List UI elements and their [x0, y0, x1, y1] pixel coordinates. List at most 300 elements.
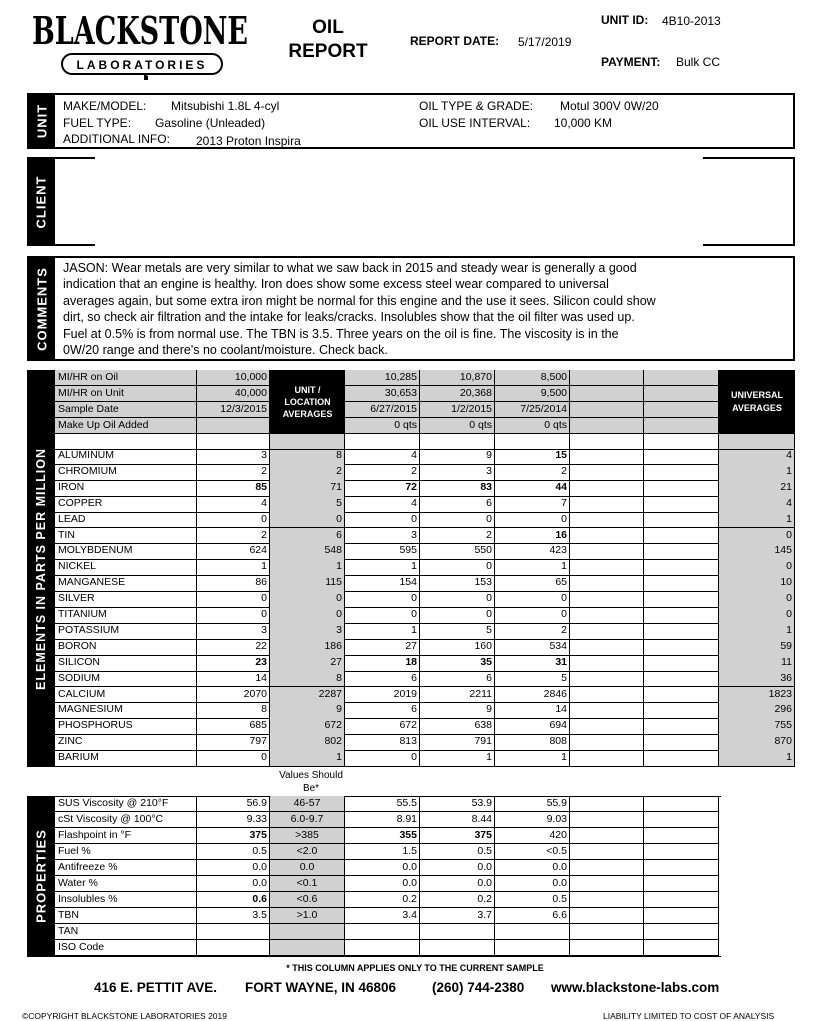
element-value: 85 — [197, 480, 270, 497]
property-empty — [570, 860, 644, 876]
element-empty — [570, 464, 644, 481]
property-value: 8.44 — [420, 812, 495, 828]
element-value: 4 — [345, 448, 420, 465]
element-value: 1 — [270, 750, 345, 767]
element-name: SODIUM — [55, 671, 197, 688]
element-value: 6 — [270, 528, 345, 545]
element-value: 6 — [420, 671, 495, 688]
make-model-value: Mitsubishi 1.8L 4-cyl — [171, 99, 280, 113]
element-value: 797 — [197, 734, 270, 751]
element-value: 0 — [270, 591, 345, 608]
sample-info-label: MI/HR on Unit — [55, 386, 197, 402]
element-value: 2 — [270, 464, 345, 481]
element-value: 8 — [270, 671, 345, 688]
element-empty — [644, 559, 719, 576]
element-empty — [570, 528, 644, 545]
property-value: 55.9 — [495, 796, 570, 812]
element-empty — [644, 750, 719, 767]
element-value: 18 — [345, 655, 420, 672]
element-name: COPPER — [55, 496, 197, 513]
sample-info-value: 10,000 — [197, 370, 270, 386]
element-value: 35 — [420, 655, 495, 672]
element-value: 86 — [197, 575, 270, 592]
element-value: 71 — [270, 480, 345, 497]
property-value: 0.6 — [197, 892, 270, 908]
comment-line: JASON: Wear metals are very similar to what we saw back in 2015 and steady wear is generally a good — [63, 261, 637, 275]
property-value: 420 — [495, 828, 570, 844]
additional-info-label: ADDITIONAL INFO: — [63, 132, 170, 146]
comment-line: Fuel at 0.5% is from normal use. The TBN is 3.5. Three years on the oil is fine. The viscosity is in the — [63, 326, 619, 341]
sample-info-empty — [570, 402, 644, 418]
sample-info-value: 0 qts — [495, 418, 570, 434]
fuel-type-value: Gasoline (Unleaded) — [155, 116, 266, 130]
property-name: TAN — [55, 924, 197, 940]
property-value: 355 — [345, 828, 420, 844]
sample-info-label: Make Up Oil Added — [55, 418, 197, 434]
element-value: 0 — [495, 607, 570, 624]
sample-info-value: 0 qts — [345, 418, 420, 434]
element-name: TIN — [55, 528, 197, 545]
element-value: 1 — [197, 559, 270, 576]
element-value: 0 — [197, 512, 270, 529]
sample-info-value: 9,500 — [495, 386, 570, 402]
element-name: POTASSIUM — [55, 623, 197, 640]
report-date-value: 5/17/2019 — [518, 35, 572, 49]
comments-sidebar — [29, 258, 55, 359]
element-value: 1 — [495, 750, 570, 767]
element-empty — [570, 543, 644, 560]
element-value: 672 — [345, 718, 420, 735]
element-name: NICKEL — [55, 559, 197, 576]
property-value: 375 — [420, 828, 495, 844]
element-value: 550 — [420, 543, 495, 560]
element-universal: 59 — [719, 639, 795, 656]
element-value: 8 — [197, 702, 270, 719]
property-value: 375 — [197, 828, 270, 844]
unit-section — [27, 93, 795, 149]
element-empty — [570, 655, 644, 672]
sample-info-empty — [570, 418, 644, 434]
element-value: 2070 — [197, 687, 270, 704]
property-value: 46-57 — [270, 796, 345, 812]
client-section — [27, 157, 795, 246]
element-empty — [644, 702, 719, 719]
element-empty — [644, 591, 719, 608]
footer-website[interactable]: www.blackstone-labs.com — [551, 980, 720, 995]
element-value: 0 — [495, 591, 570, 608]
logo-wordmark: BLACKSTONE — [32, 8, 248, 53]
property-value: 0.0 — [495, 876, 570, 892]
elements-sidebar — [27, 370, 55, 767]
element-value: 534 — [495, 639, 570, 656]
element-empty — [570, 512, 644, 529]
element-empty — [644, 687, 719, 704]
property-value: <0.1 — [270, 876, 345, 892]
unit-section-label: UNIT — [34, 103, 50, 139]
footer-phone: (260) 744-2380 — [432, 980, 525, 995]
element-empty — [570, 575, 644, 592]
property-value — [270, 924, 345, 940]
comment-line: averages again, but some extra iron might be normal for this engine and the use it sees. Silicon could show — [63, 293, 656, 308]
property-value — [197, 924, 270, 940]
property-value: 0.0 — [420, 860, 495, 876]
element-name: ALUMINUM — [55, 448, 197, 465]
element-universal: 1823 — [719, 687, 795, 704]
element-value: 0 — [270, 607, 345, 624]
element-value: 27 — [270, 655, 345, 672]
sample-info-empty — [570, 386, 644, 402]
element-value: 0 — [420, 559, 495, 576]
element-empty — [644, 464, 719, 481]
element-empty — [570, 559, 644, 576]
element-name: BARIUM — [55, 750, 197, 767]
sample-info-value: 10,285 — [345, 370, 420, 386]
element-value: 2211 — [420, 687, 495, 704]
element-value: 2 — [495, 623, 570, 640]
sample-info-empty — [644, 370, 719, 386]
payment-value: Bulk CC — [676, 55, 721, 69]
element-empty — [644, 575, 719, 592]
element-value: 83 — [420, 480, 495, 497]
element-value: 154 — [345, 575, 420, 592]
property-value: 1.5 — [345, 844, 420, 860]
sample-info-value: 20,368 — [420, 386, 495, 402]
property-value: 3.5 — [197, 908, 270, 924]
property-name: Fuel % — [55, 844, 197, 860]
element-value: 0 — [420, 512, 495, 529]
element-value: 153 — [420, 575, 495, 592]
element-value: 802 — [270, 734, 345, 751]
element-empty — [570, 480, 644, 497]
element-universal: 1 — [719, 512, 795, 529]
element-universal: 10 — [719, 575, 795, 592]
property-value: 3.7 — [420, 908, 495, 924]
sample-info-empty — [644, 402, 719, 418]
liability-notice: LIABILITY LIMITED TO COST OF ANALYSIS — [603, 1011, 775, 1021]
element-universal: 4 — [719, 496, 795, 513]
element-empty — [644, 480, 719, 497]
element-value: 0 — [345, 591, 420, 608]
element-value: 14 — [495, 702, 570, 719]
footer-city: FORT WAYNE, IN 46806 — [245, 980, 397, 995]
element-value: 9 — [420, 702, 495, 719]
element-universal: 755 — [719, 718, 795, 735]
property-name: Flashpoint in °F — [55, 828, 197, 844]
element-empty — [570, 591, 644, 608]
universal-averages-header: UNIVERSAL AVERAGES — [719, 370, 795, 434]
property-empty — [570, 940, 644, 956]
oil-interval-label: OIL USE INTERVAL: — [419, 116, 531, 130]
element-value: 22 — [197, 639, 270, 656]
element-empty — [570, 687, 644, 704]
property-empty — [644, 940, 719, 956]
element-value: 0 — [270, 512, 345, 529]
payment-label: PAYMENT: — [601, 55, 661, 69]
element-universal: 4 — [719, 448, 795, 465]
property-value: 9.33 — [197, 812, 270, 828]
unit-id-label: UNIT ID: — [601, 13, 649, 27]
client-bracket-right — [703, 157, 795, 246]
report-title-line1: OIL — [312, 17, 344, 38]
element-value: 7 — [495, 496, 570, 513]
property-value: 0.0 — [270, 860, 345, 876]
property-name: Insolubles % — [55, 892, 197, 908]
element-universal: 0 — [719, 528, 795, 545]
element-name: TITANIUM — [55, 607, 197, 624]
element-universal: 1 — [719, 464, 795, 481]
element-value: 1 — [495, 559, 570, 576]
element-value: 5 — [420, 623, 495, 640]
property-value — [197, 940, 270, 956]
element-value: 5 — [495, 671, 570, 688]
element-name: MANGANESE — [55, 575, 197, 592]
element-value: 14 — [197, 671, 270, 688]
element-empty — [644, 623, 719, 640]
comment-line: dirt, so check air filtration and the intake for leaks/cracks. Insolubles show that the oil filter was used up. — [63, 310, 635, 325]
element-value: 5 — [270, 496, 345, 513]
oil-interval-value: 10,000 KM — [554, 116, 613, 130]
sample-info-value: 30,653 — [345, 386, 420, 402]
property-value: 6.0-9.7 — [270, 812, 345, 828]
property-empty — [570, 796, 644, 812]
element-name: PHOSPHORUS — [55, 718, 197, 735]
element-value: 2019 — [345, 687, 420, 704]
element-value: 44 — [495, 480, 570, 497]
property-value: 0.0 — [197, 860, 270, 876]
element-value: 0 — [197, 591, 270, 608]
sample-info-empty — [644, 418, 719, 434]
element-universal: 0 — [719, 607, 795, 624]
element-value: 3 — [197, 623, 270, 640]
element-value: 0 — [420, 607, 495, 624]
element-value: 1 — [345, 623, 420, 640]
report-date-label: REPORT DATE: — [410, 34, 500, 48]
property-value: 9.03 — [495, 812, 570, 828]
property-value: 6.6 — [495, 908, 570, 924]
property-value: 0.2 — [345, 892, 420, 908]
sample-info-value: 8,500 — [495, 370, 570, 386]
element-value: 694 — [495, 718, 570, 735]
property-name: ISO Code — [55, 940, 197, 956]
element-value: 72 — [345, 480, 420, 497]
property-empty — [570, 828, 644, 844]
element-value: 27 — [345, 639, 420, 656]
element-value: 0 — [345, 607, 420, 624]
property-empty — [570, 812, 644, 828]
element-value: 2 — [420, 528, 495, 545]
element-value: 2287 — [270, 687, 345, 704]
element-empty — [570, 639, 644, 656]
property-empty — [570, 892, 644, 908]
element-name: CALCIUM — [55, 687, 197, 704]
element-value: 1 — [420, 750, 495, 767]
location-averages-header: UNIT / LOCATION AVERAGES — [270, 370, 345, 434]
property-empty — [644, 812, 719, 828]
element-empty — [570, 623, 644, 640]
comments-text — [63, 260, 793, 358]
element-empty — [570, 750, 644, 767]
property-value — [345, 940, 420, 956]
property-value: >1.0 — [270, 908, 345, 924]
comment-line: indication that an engine is healthy. Iron does show some excess steel wear compared to universal — [63, 277, 609, 292]
unit-id-value: 4B10-2013 — [662, 14, 721, 28]
element-value: 160 — [420, 639, 495, 656]
property-value: 8.91 — [345, 812, 420, 828]
property-empty — [570, 924, 644, 940]
property-value — [420, 924, 495, 940]
property-value: 0.5 — [197, 844, 270, 860]
report-title-line2: REPORT — [288, 41, 368, 62]
property-value: 0.5 — [495, 892, 570, 908]
sample-info-value: 0 qts — [420, 418, 495, 434]
element-value: 0 — [345, 750, 420, 767]
fuel-type-label: FUEL TYPE: — [63, 116, 132, 130]
element-value: 8 — [270, 448, 345, 465]
sample-info-value — [197, 418, 270, 434]
element-empty — [644, 512, 719, 529]
element-universal: 1 — [719, 623, 795, 640]
property-empty — [644, 908, 719, 924]
property-value: 0.5 — [420, 844, 495, 860]
element-empty — [644, 718, 719, 735]
element-value: 3 — [197, 448, 270, 465]
element-value: 638 — [420, 718, 495, 735]
element-value: 23 — [197, 655, 270, 672]
element-empty — [570, 718, 644, 735]
sample-info-value: 6/27/2015 — [345, 402, 420, 418]
oil-type-label: OIL TYPE & GRADE: — [419, 99, 534, 113]
elements-separator — [55, 449, 795, 450]
element-value: 423 — [495, 543, 570, 560]
element-universal: 0 — [719, 559, 795, 576]
property-value: 0.0 — [420, 876, 495, 892]
property-empty — [644, 860, 719, 876]
element-value: 9 — [270, 702, 345, 719]
element-empty — [644, 496, 719, 513]
element-value: 672 — [270, 718, 345, 735]
property-value: 0.0 — [345, 860, 420, 876]
property-empty — [644, 796, 719, 812]
additional-info-value: 2013 Proton Inspira — [196, 134, 301, 148]
element-value: 4 — [197, 496, 270, 513]
column-footnote: * THIS COLUMN APPLIES ONLY TO THE CURRENT SAMPLE — [286, 963, 544, 973]
element-value: 65 — [495, 575, 570, 592]
element-value: 2 — [197, 528, 270, 545]
element-empty — [570, 671, 644, 688]
element-name: BORON — [55, 639, 197, 656]
element-empty — [570, 448, 644, 465]
property-empty — [644, 924, 719, 940]
sample-info-value: 40,000 — [197, 386, 270, 402]
element-value: 186 — [270, 639, 345, 656]
properties-table — [27, 796, 721, 956]
element-universal: 870 — [719, 734, 795, 751]
element-value: 685 — [197, 718, 270, 735]
property-value: <2.0 — [270, 844, 345, 860]
property-value: 0.2 — [420, 892, 495, 908]
element-empty — [570, 734, 644, 751]
property-empty — [570, 908, 644, 924]
client-bracket-left — [55, 157, 95, 246]
element-value: 6 — [345, 671, 420, 688]
elements-table — [27, 370, 795, 767]
element-value: 791 — [420, 734, 495, 751]
element-value: 548 — [270, 543, 345, 560]
property-name: cSt Viscosity @ 100°C — [55, 812, 197, 828]
element-value: 115 — [270, 575, 345, 592]
unit-sidebar — [29, 95, 55, 147]
element-value: 2 — [345, 464, 420, 481]
property-value: 0.0 — [197, 876, 270, 892]
element-name: IRON — [55, 480, 197, 497]
element-value: 2846 — [495, 687, 570, 704]
element-value: 4 — [345, 496, 420, 513]
element-universal: 296 — [719, 702, 795, 719]
element-value: 2 — [197, 464, 270, 481]
element-value: 31 — [495, 655, 570, 672]
element-value: 15 — [495, 448, 570, 465]
properties-sidebar — [27, 796, 55, 956]
property-name: TBN — [55, 908, 197, 924]
element-empty — [644, 528, 719, 545]
element-universal: 0 — [719, 591, 795, 608]
sample-info-empty — [570, 370, 644, 386]
property-value: 0.0 — [345, 876, 420, 892]
comment-line: 0W/20 range and there's no coolant/moisture. Check back. — [63, 343, 388, 358]
element-value: 3 — [345, 528, 420, 545]
element-value: 0 — [495, 512, 570, 529]
property-empty — [570, 844, 644, 860]
element-value: 0 — [197, 607, 270, 624]
footer-address: 416 E. PETTIT AVE. — [94, 980, 218, 995]
element-universal: 21 — [719, 480, 795, 497]
sample-info-empty — [644, 386, 719, 402]
element-empty — [570, 607, 644, 624]
property-name: Antifreeze % — [55, 860, 197, 876]
element-empty — [644, 655, 719, 672]
element-name: ZINC — [55, 734, 197, 751]
element-value: 6 — [420, 496, 495, 513]
element-value: 2 — [495, 464, 570, 481]
property-empty — [644, 844, 719, 860]
property-value: <0.6 — [270, 892, 345, 908]
element-universal: 145 — [719, 543, 795, 560]
element-empty — [644, 734, 719, 751]
properties-bottom-rule — [27, 956, 721, 957]
element-empty — [570, 702, 644, 719]
element-universal: 11 — [719, 655, 795, 672]
sample-info-label: Sample Date — [55, 402, 197, 418]
blackstone-logo — [28, 6, 252, 80]
element-empty — [644, 639, 719, 656]
values-should-be-header: Values Should Be* — [279, 770, 343, 794]
element-name: MOLYBDENUM — [55, 543, 197, 560]
property-value — [495, 924, 570, 940]
element-value: 0 — [345, 512, 420, 529]
client-sidebar — [27, 157, 55, 246]
property-empty — [570, 876, 644, 892]
property-value: 53.9 — [420, 796, 495, 812]
element-value: 1 — [345, 559, 420, 576]
property-value — [495, 940, 570, 956]
element-empty — [644, 448, 719, 465]
property-name: SUS Viscosity @ 210°F — [55, 796, 197, 812]
element-value: 813 — [345, 734, 420, 751]
element-empty — [644, 607, 719, 624]
property-name: Water % — [55, 876, 197, 892]
property-value: >385 — [270, 828, 345, 844]
client-section-label: CLIENT — [33, 175, 49, 228]
